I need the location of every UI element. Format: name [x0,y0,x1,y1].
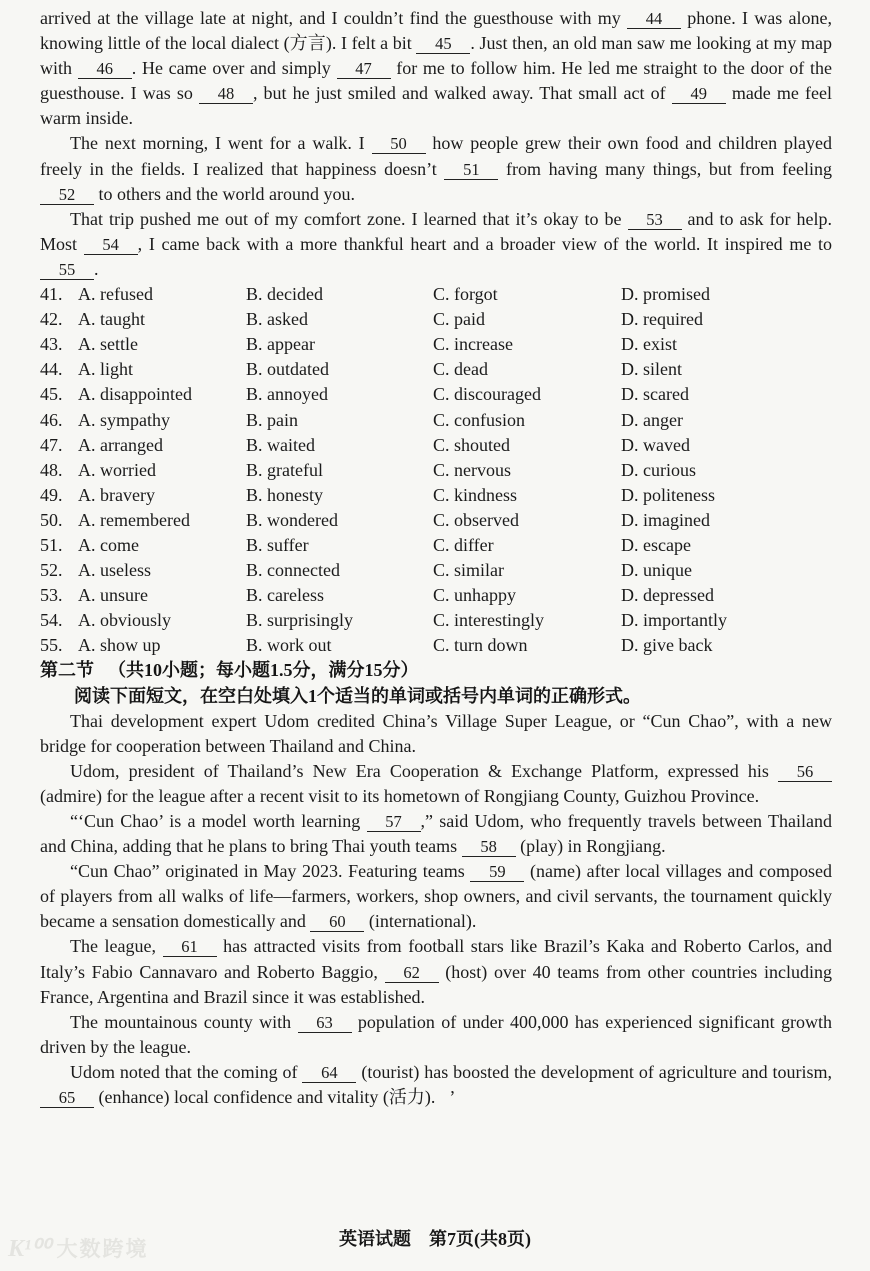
option-c: C. discouraged [433,384,541,405]
text-segment: population of under 400,000 has experienced significant growth driven by the league. [40,1011,832,1057]
section2-passage [40,709,832,1111]
text-segment: ,” said Udom, who frequently travels between Thailand and China, adding that he plans to bring Thai youth teams [40,811,832,857]
option-d: D. anger [621,409,683,430]
question-number: 43. [40,334,63,355]
question-number: 49. [40,484,63,505]
option-row-51 [40,533,832,558]
text-segment: for me to follow him. He led me straight to the door of the guesthouse. I was so [40,58,833,104]
passage-paragraph [40,207,832,282]
watermark-logo-icon: K¹⁰⁰ [8,1236,51,1262]
passage-paragraph [40,6,832,131]
option-row-47 [40,433,832,458]
question-number: 54. [40,610,63,631]
option-b: B. pain [246,409,298,430]
text-segment: . Just then, an old man saw me looking at my map with [40,33,833,79]
question-number: 48. [40,459,63,480]
text-segment: The next morning, I went for a walk. I [70,133,372,154]
option-c: C. differ [433,534,494,555]
option-c: C. observed [433,509,519,530]
option-a: A. unsure [78,585,148,606]
blank-49: 49 [672,84,726,104]
option-c: C. turn down [433,635,528,656]
text-segment: Udom noted that the coming of [70,1061,303,1082]
blank-58: 58 [462,837,516,857]
option-b: B. honesty [246,484,324,505]
option-a: A. bravery [78,484,155,505]
text-segment: (tourist) has boosted the development of agriculture and tourism, [356,1061,832,1082]
question-number: 53. [40,585,63,606]
option-row-48 [40,458,832,483]
passage-paragraph [40,809,832,859]
blank-53: 53 [628,210,682,230]
option-d: D. unique [621,560,692,581]
passage-paragraph [40,1060,832,1110]
option-d: D. depressed [621,585,714,606]
question-number: 51. [40,534,63,555]
text-segment: The league, [70,936,163,957]
blank-46: 46 [78,59,132,79]
option-a: A. sympathy [78,409,170,430]
section2-heading [40,658,832,683]
options-table [40,282,832,658]
option-d: D. imagined [621,509,710,530]
text-segment: “Cun Chao” originated in May 2023. Featuring teams [70,861,471,882]
text-segment: has attracted visits from football stars like Brazil’s Kaka and Roberto Carlos, and Italy’s Fabio Cannavaro and Roberto Baggio, [40,936,832,982]
option-c: C. shouted [433,434,511,455]
blank-52: 52 [40,185,94,205]
option-b: B. appear [246,334,315,355]
blank-57: 57 [367,812,421,832]
passage-paragraph [40,934,832,1009]
option-a: A. come [78,534,139,555]
option-b: B. waited [246,434,315,455]
text-segment: how people grew their own food and children played freely in the fields. I realized that happiness doesn’t [40,133,832,179]
option-row-44 [40,357,832,382]
passage-paragraph [40,759,832,809]
text-segment: “‘Cun Chao’ is a model worth learning [70,811,367,831]
option-c: C. dead [433,359,488,380]
text-segment: That trip pushed me out of my comfort zone. I learned that it’s okay to be [70,208,628,229]
option-b: B. outdated [246,359,329,380]
passage-paragraph [40,1010,832,1060]
option-row-41 [40,282,832,307]
passage-paragraph [40,131,832,206]
option-d: D. promised [621,284,710,305]
text-segment: (enhance) local confidence and vitality (活力). [94,1087,436,1108]
option-d: D. exist [621,334,677,355]
text-segment: . [94,258,99,279]
text-segment: and to ask for help. Most [40,208,833,254]
blank-63: 63 [298,1013,352,1033]
option-b: B. suffer [246,534,309,555]
option-d: D. give back [621,635,713,656]
blank-62: 62 [385,963,439,983]
section2-heading-label: 第二节 [40,660,94,681]
blank-65: 65 [40,1088,94,1108]
blank-54: 54 [84,235,138,255]
text-segment: from having many things, but from feeling [498,158,832,179]
text-segment: to others and the world around you. [94,183,355,204]
option-c: C. kindness [433,484,518,505]
option-d: D. silent [621,359,682,380]
option-b: B. decided [246,284,323,305]
text-segment: (international). [364,911,477,932]
blank-51: 51 [444,160,498,180]
option-a: A. arranged [78,434,163,455]
option-row-55 [40,633,832,658]
option-a: A. useless [78,560,151,581]
option-c: C. unhappy [433,585,516,606]
text-segment: . He came over and simply [131,58,337,79]
option-row-46 [40,408,832,433]
question-number: 50. [40,509,63,530]
question-number: 42. [40,309,63,330]
option-d: D. politeness [621,484,715,505]
option-a: A. settle [78,334,138,355]
option-c: C. forgot [433,284,498,305]
text-segment: phone. I was alone, knowing little of the local dialect (方言). I felt a bit [40,8,832,54]
option-d: D. scared [621,384,689,405]
text-segment: arrived at the village late at night, and I couldn’t find the guesthouse with my [40,8,627,28]
option-c: C. increase [433,334,513,355]
section2-instruction: 阅读下面短文，在空白处填入1个适当的单词或括号内单词的正确形式。 [74,685,641,706]
option-a: A. taught [78,309,145,330]
option-row-45 [40,382,832,407]
text-segment: ’ [449,1087,456,1108]
footer-exam-title: 英语试题 [339,1229,411,1249]
footer-page-number: 第7页(共8页) [429,1229,531,1249]
option-a: A. disappointed [78,384,192,405]
option-d: D. importantly [621,610,727,631]
option-row-42 [40,307,832,332]
blank-59: 59 [470,862,524,882]
text-segment: (name) after local villages and composed of players from all walks of life—farmers, workers, shop owners, and civil servants, the tournament quickly became a sensation domestically and [40,861,832,932]
text-segment: (host) over 40 teams from other countries including France, Argentina and Brazil since it was established. [40,961,832,1007]
option-c: C. interestingly [433,610,544,631]
option-a: A. worried [78,459,156,480]
option-a: A. remembered [78,509,190,530]
question-number: 44. [40,359,63,380]
option-row-43 [40,332,832,357]
option-d: D. curious [621,459,696,480]
text-segment: , I came back with a more thankful heart and a broader view of the world. It inspired me to [137,233,832,254]
option-b: B. annoyed [246,384,328,405]
question-number: 52. [40,560,63,581]
watermark [8,1233,148,1263]
blank-44: 44 [627,9,681,29]
option-c: C. nervous [433,459,511,480]
option-b: B. surprisingly [246,610,354,631]
text-segment: made me feel warm inside. [40,83,832,129]
cloze-passage [40,6,832,282]
option-d: D. waved [621,434,690,455]
option-d: D. required [621,309,703,330]
blank-48: 48 [199,84,253,104]
option-row-54 [40,608,832,633]
passage-paragraph [40,859,832,934]
passage-paragraph [40,709,832,759]
blank-47: 47 [337,59,391,79]
question-number: 41. [40,284,63,305]
option-b: B. wondered [246,509,338,530]
option-a: A. obviously [78,610,172,631]
text-segment: Udom, president of Thailand’s New Era Cooperation & Exchange Platform, expressed his [70,760,778,781]
question-number: 47. [40,434,63,455]
option-row-53 [40,583,832,608]
text-segment: (play) in Rongjiang. [515,836,666,857]
blank-60: 60 [310,912,364,932]
option-d: D. escape [621,534,691,555]
blank-56: 56 [778,762,832,782]
option-c: C. similar [433,560,504,581]
blank-45: 45 [416,34,470,54]
option-b: B. careless [246,585,324,606]
option-c: C. confusion [433,409,525,430]
option-b: B. work out [246,635,332,656]
question-number: 55. [40,635,63,656]
watermark-text: 大数跨境 [56,1237,149,1261]
option-b: B. grateful [246,459,323,480]
blank-55: 55 [40,260,94,280]
option-a: A. show up [78,635,161,656]
question-number: 45. [40,384,63,405]
text-segment: The mountainous county with [70,1011,298,1032]
section2-heading-info: （共10小题；每小题1.5分，满分15分） [108,660,419,681]
blank-64: 64 [302,1063,356,1083]
option-row-50 [40,508,832,533]
option-a: A. refused [78,284,153,305]
option-c: C. paid [433,309,485,330]
blank-61: 61 [163,937,217,957]
option-b: B. connected [246,560,340,581]
option-row-52 [40,558,832,583]
option-a: A. light [78,359,134,380]
option-row-49 [40,483,832,508]
text-segment: , but he just smiled and walked away. That small act of [252,83,672,104]
question-number: 46. [40,409,63,430]
text-segment: Thai development expert Udom credited China’s Village Super League, or “Cun Chao”, with a new bridge for cooperation between Thailand and China. [40,710,832,756]
option-b: B. asked [246,309,308,330]
text-segment: (admire) for the league after a recent visit to its hometown of Rongjiang County, Guizhou Province. [40,785,760,806]
blank-50: 50 [372,134,426,154]
